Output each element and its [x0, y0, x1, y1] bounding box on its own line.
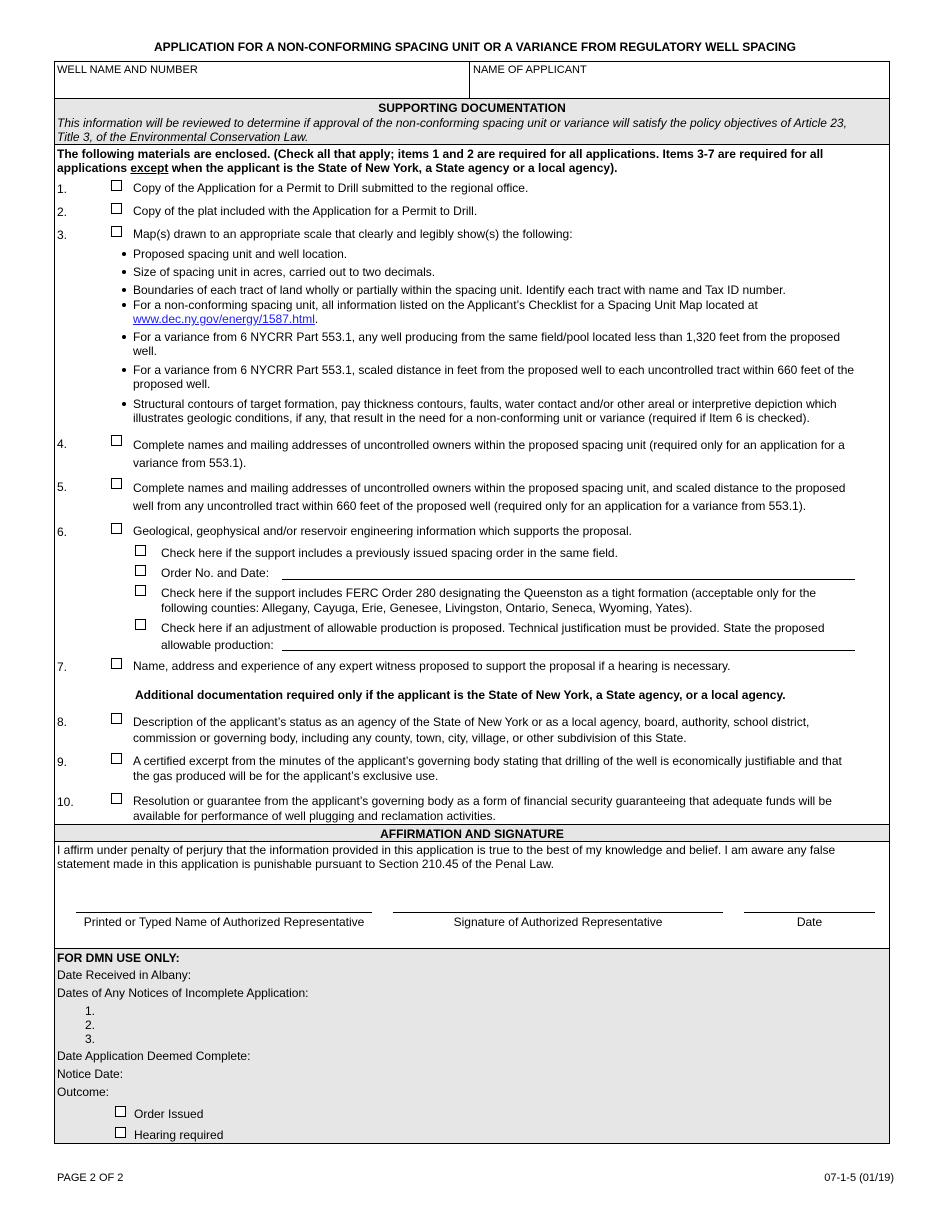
supporting-intro-line1: This information will be reviewed to determine if approval of the non-conforming spacing unit or variance will satisfy the policy objectives of Article 23,	[57, 116, 847, 130]
allowable-production-line2: allowable production:	[161, 638, 274, 652]
date-input[interactable]	[744, 912, 875, 913]
instructions-line1: The following materials are enclosed. (Check all that apply; items 1 and 2 are required for all applications. Items 3-7 are required for all	[57, 147, 824, 161]
checklist-link[interactable]: www.dec.ny.gov/energy/1587.html	[133, 312, 315, 326]
ferc-order-checkbox[interactable]	[135, 585, 146, 596]
bullet-structural-line1: Structural contours of target formation, pay thickness contours, faults, water contact and/or other areal or interpretive depiction which	[133, 397, 837, 411]
item-10-text	[133, 794, 832, 824]
order-issued-checkbox[interactable]	[115, 1106, 126, 1117]
allowable-production-line1: Check here if an adjustment of allowable production is proposed. Technical justification must be provided. State the proposed	[161, 621, 825, 635]
item-1-number: 1.	[57, 182, 68, 196]
item-8-line1: Description of the applicant’s status as an agency of the State of New York or as a local agency, board, authority, school district,	[133, 715, 810, 729]
bullet-structural-line2: illustrates geologic conditions, if any, that result in the need for a non-conforming unit or variance (required if Item 6 is checked).	[133, 411, 810, 425]
bullet-variance-distance-line2: proposed well.	[133, 377, 211, 391]
item-6-checkbox[interactable]	[111, 523, 122, 534]
applicant-name-input[interactable]	[472, 78, 886, 97]
item-7-checkbox[interactable]	[111, 658, 122, 669]
ferc-order-text	[161, 586, 816, 616]
item-6-text: Geological, geophysical and/or reservoir engineering information which supports the proposal.	[133, 524, 632, 538]
printed-name-label: Printed or Typed Name of Authorized Representative	[83, 915, 365, 929]
item-7-text: Name, address and experience of any expert witness proposed to support the proposal if a hearing is necessary.	[133, 659, 731, 673]
form-code: 07-1-5 (01/19)	[824, 1172, 894, 1184]
bullet-variance-wells-line2: well.	[133, 344, 158, 358]
checklist-period: .	[314, 312, 319, 326]
item-10-line2: available for performance of well plugging and reclamation activities.	[133, 809, 496, 823]
notice-date-label: Notice Date:	[57, 1067, 124, 1081]
item-5-number: 5.	[57, 480, 68, 494]
item-5-text	[133, 479, 845, 515]
hearing-required-checkbox[interactable]	[115, 1127, 126, 1138]
item-2-number: 2.	[57, 205, 68, 219]
deemed-complete-label: Date Application Deemed Complete:	[57, 1049, 251, 1063]
affirmation-line1: I affirm under penalty of perjury that the information provided in this application is true to the best of my knowledge and belief. I am aware any false	[57, 843, 836, 857]
incomplete-notices-label: Dates of Any Notices of Incomplete Application:	[57, 986, 309, 1000]
order-issued-label: Order Issued	[134, 1107, 204, 1121]
affirmation-line2: statement made in this application is punishable pursuant to Section 210.45 of the Penal Law.	[57, 857, 554, 871]
bullet-nonconforming-text: For a non-conforming spacing unit, all information listed on the Applicant’s Checklist for a Spacing Unit Map located at	[133, 298, 758, 312]
rule-after-affirmation-heading	[54, 841, 890, 842]
item-10-checkbox[interactable]	[111, 793, 122, 804]
affirmation-heading: AFFIRMATION AND SIGNATURE	[380, 827, 564, 841]
item-6-number: 6.	[57, 525, 68, 539]
additional-docs-heading: Additional documentation required only if the applicant is the State of New York, a State agency, or a local agency.	[135, 688, 786, 702]
well-name-label: WELL NAME AND NUMBER	[57, 64, 198, 76]
notice-1-label: 1.	[85, 1004, 96, 1018]
order-no-input[interactable]	[282, 579, 855, 580]
item-10-line1: Resolution or guarantee from the applicant’s governing body as a form of financial security guaranteeing that adequate funds will be	[133, 794, 832, 808]
well-name-input[interactable]	[56, 78, 466, 97]
bullet-spacing-unit-location: Proposed spacing unit and well location.	[133, 247, 883, 261]
item-1-checkbox[interactable]	[111, 180, 122, 191]
field-divider	[469, 61, 470, 99]
bullet-nonconforming-checklist	[133, 298, 883, 326]
item-5-checkbox[interactable]	[111, 478, 122, 489]
item-8-line2: commission or governing body, including any county, town, city, village, or other subdivision of this State.	[133, 731, 687, 745]
order-no-checkbox[interactable]	[135, 565, 146, 576]
item-4-number: 4.	[57, 437, 68, 451]
rule-before-affirmation	[54, 824, 890, 825]
spacing-order-checkbox[interactable]	[135, 545, 146, 556]
signature-label: Signature of Authorized Representative	[453, 915, 663, 929]
printed-name-input[interactable]	[76, 912, 372, 913]
item-4-text	[133, 436, 845, 472]
item-3-text: Map(s) drawn to an appropriate scale that clearly and legibly show(s) the following:	[133, 227, 573, 241]
item-7-number: 7.	[57, 660, 68, 674]
date-received-label: Date Received in Albany:	[57, 968, 192, 982]
allowable-production-checkbox[interactable]	[135, 619, 146, 630]
bullet-variance-distance-line1: For a variance from 6 NYCRR Part 553.1, scaled distance in feet from the proposed well to each uncontrolled tract within 660 feet of the	[133, 363, 855, 377]
bullet-structural-contours	[133, 397, 883, 425]
item-3-number: 3.	[57, 228, 68, 242]
rule-after-fields	[54, 98, 890, 99]
item-10-number: 10.	[57, 795, 74, 809]
item-8-number: 8.	[57, 715, 68, 729]
dmn-heading: FOR DMN USE ONLY:	[57, 951, 180, 965]
item-5-line1: Complete names and mailing addresses of uncontrolled owners within the proposed spacing unit, and scaled distance to the proposed	[133, 481, 846, 495]
hearing-required-label: Hearing required	[134, 1128, 224, 1142]
spacing-order-text: Check here if the support includes a previously issued spacing order in the same field.	[161, 546, 618, 560]
item-2-text: Copy of the plat included with the Application for a Permit to Drill.	[133, 204, 478, 218]
allowable-production-text	[161, 620, 825, 654]
allowable-production-input[interactable]	[282, 650, 855, 651]
notice-2-label: 2.	[85, 1018, 96, 1032]
instructions-line2-end: when the applicant is the State of New York, a State agency or a local agency).	[168, 161, 618, 175]
instructions-except: except	[130, 161, 169, 175]
page-number: PAGE 2 OF 2	[57, 1172, 124, 1184]
signature-input[interactable]	[393, 912, 723, 913]
item-1-text: Copy of the Application for a Permit to Drill submitted to the regional office.	[133, 181, 529, 195]
supporting-intro-line2: Title 3, of the Environmental Conservation Law.	[57, 130, 309, 144]
item-9-text	[133, 754, 842, 784]
bullet-variance-distance	[133, 363, 883, 391]
affirmation-statement	[57, 843, 887, 871]
outcome-label: Outcome:	[57, 1085, 110, 1099]
item-9-line1: A certified excerpt from the minutes of the applicant’s governing body stating that drilling of the well is economically justifiable and that	[133, 754, 842, 768]
ferc-order-line2: following counties: Allegany, Cayuga, Erie, Genesee, Livingston, Ontario, Seneca, Wyoming, Yates).	[161, 601, 693, 615]
item-4-checkbox[interactable]	[111, 435, 122, 446]
instructions-line2-start: applications	[57, 161, 131, 175]
applicant-name-label: NAME OF APPLICANT	[473, 64, 587, 76]
order-no-label: Order No. and Date:	[161, 566, 270, 580]
date-label: Date	[796, 915, 823, 929]
item-2-checkbox[interactable]	[111, 203, 122, 214]
item-9-number: 9.	[57, 755, 68, 769]
item-4-line2: variance from 553.1).	[133, 456, 247, 470]
item-8-text	[133, 714, 809, 746]
notice-3-label: 3.	[85, 1032, 96, 1046]
item-9-checkbox[interactable]	[111, 753, 122, 764]
bullet-spacing-unit-size: Size of spacing unit in acres, carried out to two decimals.	[133, 265, 883, 279]
instructions-line2	[57, 161, 617, 175]
ferc-order-line1: Check here if the support includes FERC Order 280 designating the Queenston as a tight formation (acceptable only for the	[161, 586, 817, 600]
bullet-tract-boundaries: Boundaries of each tract of land wholly or partially within the spacing unit. Identify each tract with name and Tax ID number.	[133, 283, 883, 297]
item-4-line1: Complete names and mailing addresses of uncontrolled owners within the proposed spacing unit (required only for an application for a	[133, 438, 845, 452]
rule-before-dmn	[54, 948, 890, 949]
item-3-checkbox[interactable]	[111, 226, 122, 237]
item-8-checkbox[interactable]	[111, 713, 122, 724]
rule-after-intro	[54, 144, 890, 145]
bullet-variance-wells	[133, 330, 883, 358]
form-title: APPLICATION FOR A NON-CONFORMING SPACING UNIT OR A VARIANCE FROM REGULATORY WELL SPACING	[154, 40, 796, 54]
item-5-line2: well from any uncontrolled tract within 660 feet of the proposed well (required only for an application for a variance from 553.1).	[133, 499, 807, 513]
item-9-line2: the gas produced will be for the applicant’s exclusive use.	[133, 769, 439, 783]
bullet-variance-wells-line1: For a variance from 6 NYCRR Part 553.1, any well producing from the same field/pool located less than 1,320 feet from the proposed	[133, 330, 841, 344]
supporting-heading: SUPPORTING DOCUMENTATION	[378, 101, 566, 115]
